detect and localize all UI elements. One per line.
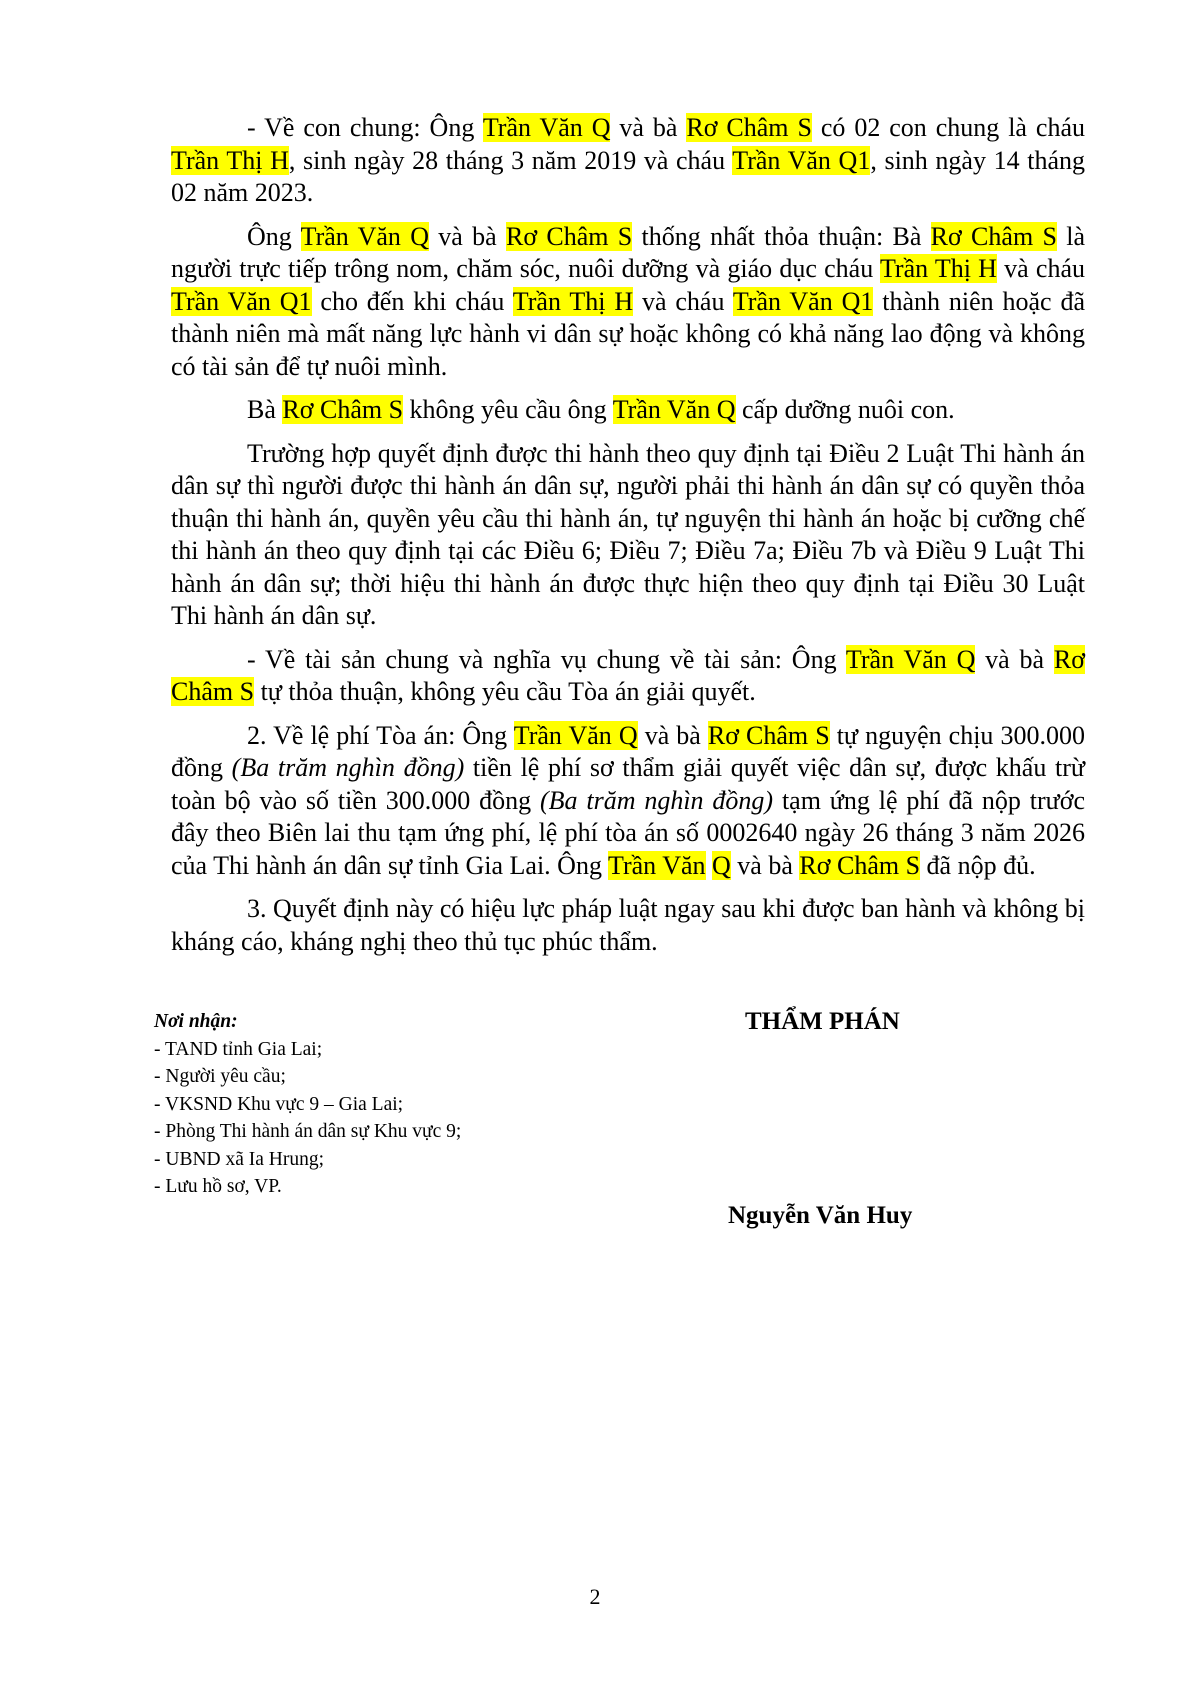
text-run: - Về con chung: Ông — [247, 113, 483, 142]
paragraph-common-property — [171, 644, 1085, 709]
paragraph-child-support — [171, 394, 1085, 427]
paragraph-enforcement: Trường hợp quyết định được thi hành theo quy định tại Điều 2 Luật Thi hành án dân sự thì người được thi hành án dân sự, người phải thi hành án dân sự có quyền thỏa thuận thi hành án, quyền yêu cầu thi hành án, tự nguyện thi hành án hoặc bị cưỡng chế thi hành án theo quy định tại các Điều 6; Điều 7; Điều 7a; Điều 7b và Điều 9 Luật Thi hành án dân sự; thời hiệu thi hành án được thực hiện theo quy định tại Điều 30 Luật Thi hành án dân sự. — [171, 438, 1085, 630]
name-husband-part2: Q — [712, 850, 731, 880]
recipient-item: - Người yêu cầu; — [154, 1066, 286, 1087]
name-husband: Trần Văn Q — [482, 113, 611, 142]
name-wife: Rơ Châm S — [282, 395, 404, 424]
recipient-item: - UBND xã Ia Hrung; — [154, 1148, 325, 1170]
amount-in-words: (Ba trăm nghìn đồng) — [539, 785, 774, 815]
text-run: và bà — [429, 221, 506, 251]
name-husband: Trần Văn Q — [513, 720, 638, 750]
text-run: thành niên hoặc đã thành niên mà mất năng lực hành vi dân sự hoặc không có khả năng lao động và không có tài sản để tự nuôi mình. — [171, 286, 1085, 381]
name-wife: Rơ Châm S — [686, 113, 812, 142]
text-run: thống nhất thỏa thuận: Bà — [632, 221, 931, 251]
text-run: cho đến khi cháu — [311, 286, 513, 316]
recipient-item: - Lưu hồ sơ, VP. — [154, 1176, 282, 1197]
text-run: 2. Về lệ phí Tòa án: Ông — [247, 720, 514, 750]
text-run: và bà — [610, 113, 687, 142]
text-run: cấp dưỡng nuôi con. — [735, 395, 955, 424]
text-run: tạm ứng lệ phí đã nộp trước đây theo Biên lai thu tạm ứng phí, lệ phí tòa án số 0002640 ngày 26 tháng 3 năm 2026 của Thi hành án dân sự tỉnh Gia Lai. Ông — [171, 785, 1085, 880]
signer-name: Nguyễn Văn Huy — [728, 1202, 913, 1229]
text-run: có 02 con chung là cháu — [811, 113, 1085, 142]
text-run: và bà — [637, 720, 708, 750]
text-run: là người trực tiếp trông nom, chăm sóc, nuôi dưỡng và giáo dục cháu — [171, 221, 1086, 283]
paragraph-common-children — [171, 112, 1085, 210]
recipient-item: - TAND tỉnh Gia Lai; — [154, 1038, 323, 1060]
name-husband-part1: Trần Văn — [608, 850, 706, 880]
name-wife: Rơ Châm S — [171, 644, 1085, 706]
name-child2: Trần Văn Q1 — [171, 286, 312, 316]
text-run: đã nộp đủ. — [920, 850, 1036, 880]
recipient-item: - VKSND Khu vực 9 – Gia Lai; — [154, 1093, 404, 1115]
recipient-item: - Phòng Thi hành án dân sự Khu vực 9; — [154, 1121, 462, 1142]
text-run: , sinh ngày 14 tháng 02 năm 2023. — [171, 145, 1086, 207]
page-number: 2 — [589, 1584, 601, 1609]
name-child1: Trần Thị H — [512, 286, 634, 316]
text-run: , sinh ngày 28 tháng 3 năm 2019 và cháu — [288, 145, 733, 175]
text-run: và bà — [975, 644, 1054, 674]
text-run: tự thỏa thuận, không yêu cầu Tòa án giải quyết. — [254, 677, 756, 706]
text-run: tự nguyện chịu 300.000 đồng — [171, 720, 1085, 782]
amount-in-words: (Ba trăm nghìn đồng) — [231, 753, 465, 782]
text-run: tiền lệ phí sơ thẩm giải quyết việc dân sự, được khấu trừ toàn bộ vào số tiền 300.000 đồng — [171, 753, 1085, 815]
name-wife: Rơ Châm S — [799, 850, 921, 880]
paragraph-custody-agreement — [171, 221, 1085, 384]
recipients-block — [154, 1008, 461, 1201]
name-wife: Rơ Châm S — [707, 720, 830, 750]
text-run: và cháu — [633, 286, 733, 316]
text-run: không yêu cầu ông — [403, 395, 613, 424]
paragraph-effect: 3. Quyết định này có hiệu lực pháp luật ngay sau khi được ban hành và không bị kháng cáo, kháng nghị theo thủ tục phúc thẩm. — [171, 894, 1085, 956]
text-run: - Về tài sản chung và nghĩa vụ chung về tài sản: Ông — [247, 644, 846, 674]
name-wife: Rơ Châm S — [930, 221, 1057, 251]
decision-body — [171, 112, 1085, 969]
name-child1: Trần Thị H — [879, 254, 997, 283]
name-child2: Trần Văn Q1 — [732, 286, 874, 316]
signer-title: THẨM PHÁN — [745, 1008, 900, 1035]
name-husband: Trần Văn Q — [612, 395, 736, 424]
name-husband: Trần Văn Q — [300, 221, 429, 251]
name-wife: Rơ Châm S — [505, 221, 633, 251]
text-run: Ông — [247, 221, 301, 251]
recipients-title: Nơi nhận: — [154, 1011, 238, 1032]
text-run: và bà — [730, 850, 800, 880]
text-run: Bà — [247, 395, 283, 424]
name-child2: Trần Văn Q1 — [732, 145, 871, 175]
paragraph-court-fee — [171, 720, 1085, 883]
text-run: và cháu — [996, 254, 1086, 283]
name-husband: Trần Văn Q — [845, 644, 976, 674]
name-child1: Trần Thị H — [171, 145, 289, 175]
